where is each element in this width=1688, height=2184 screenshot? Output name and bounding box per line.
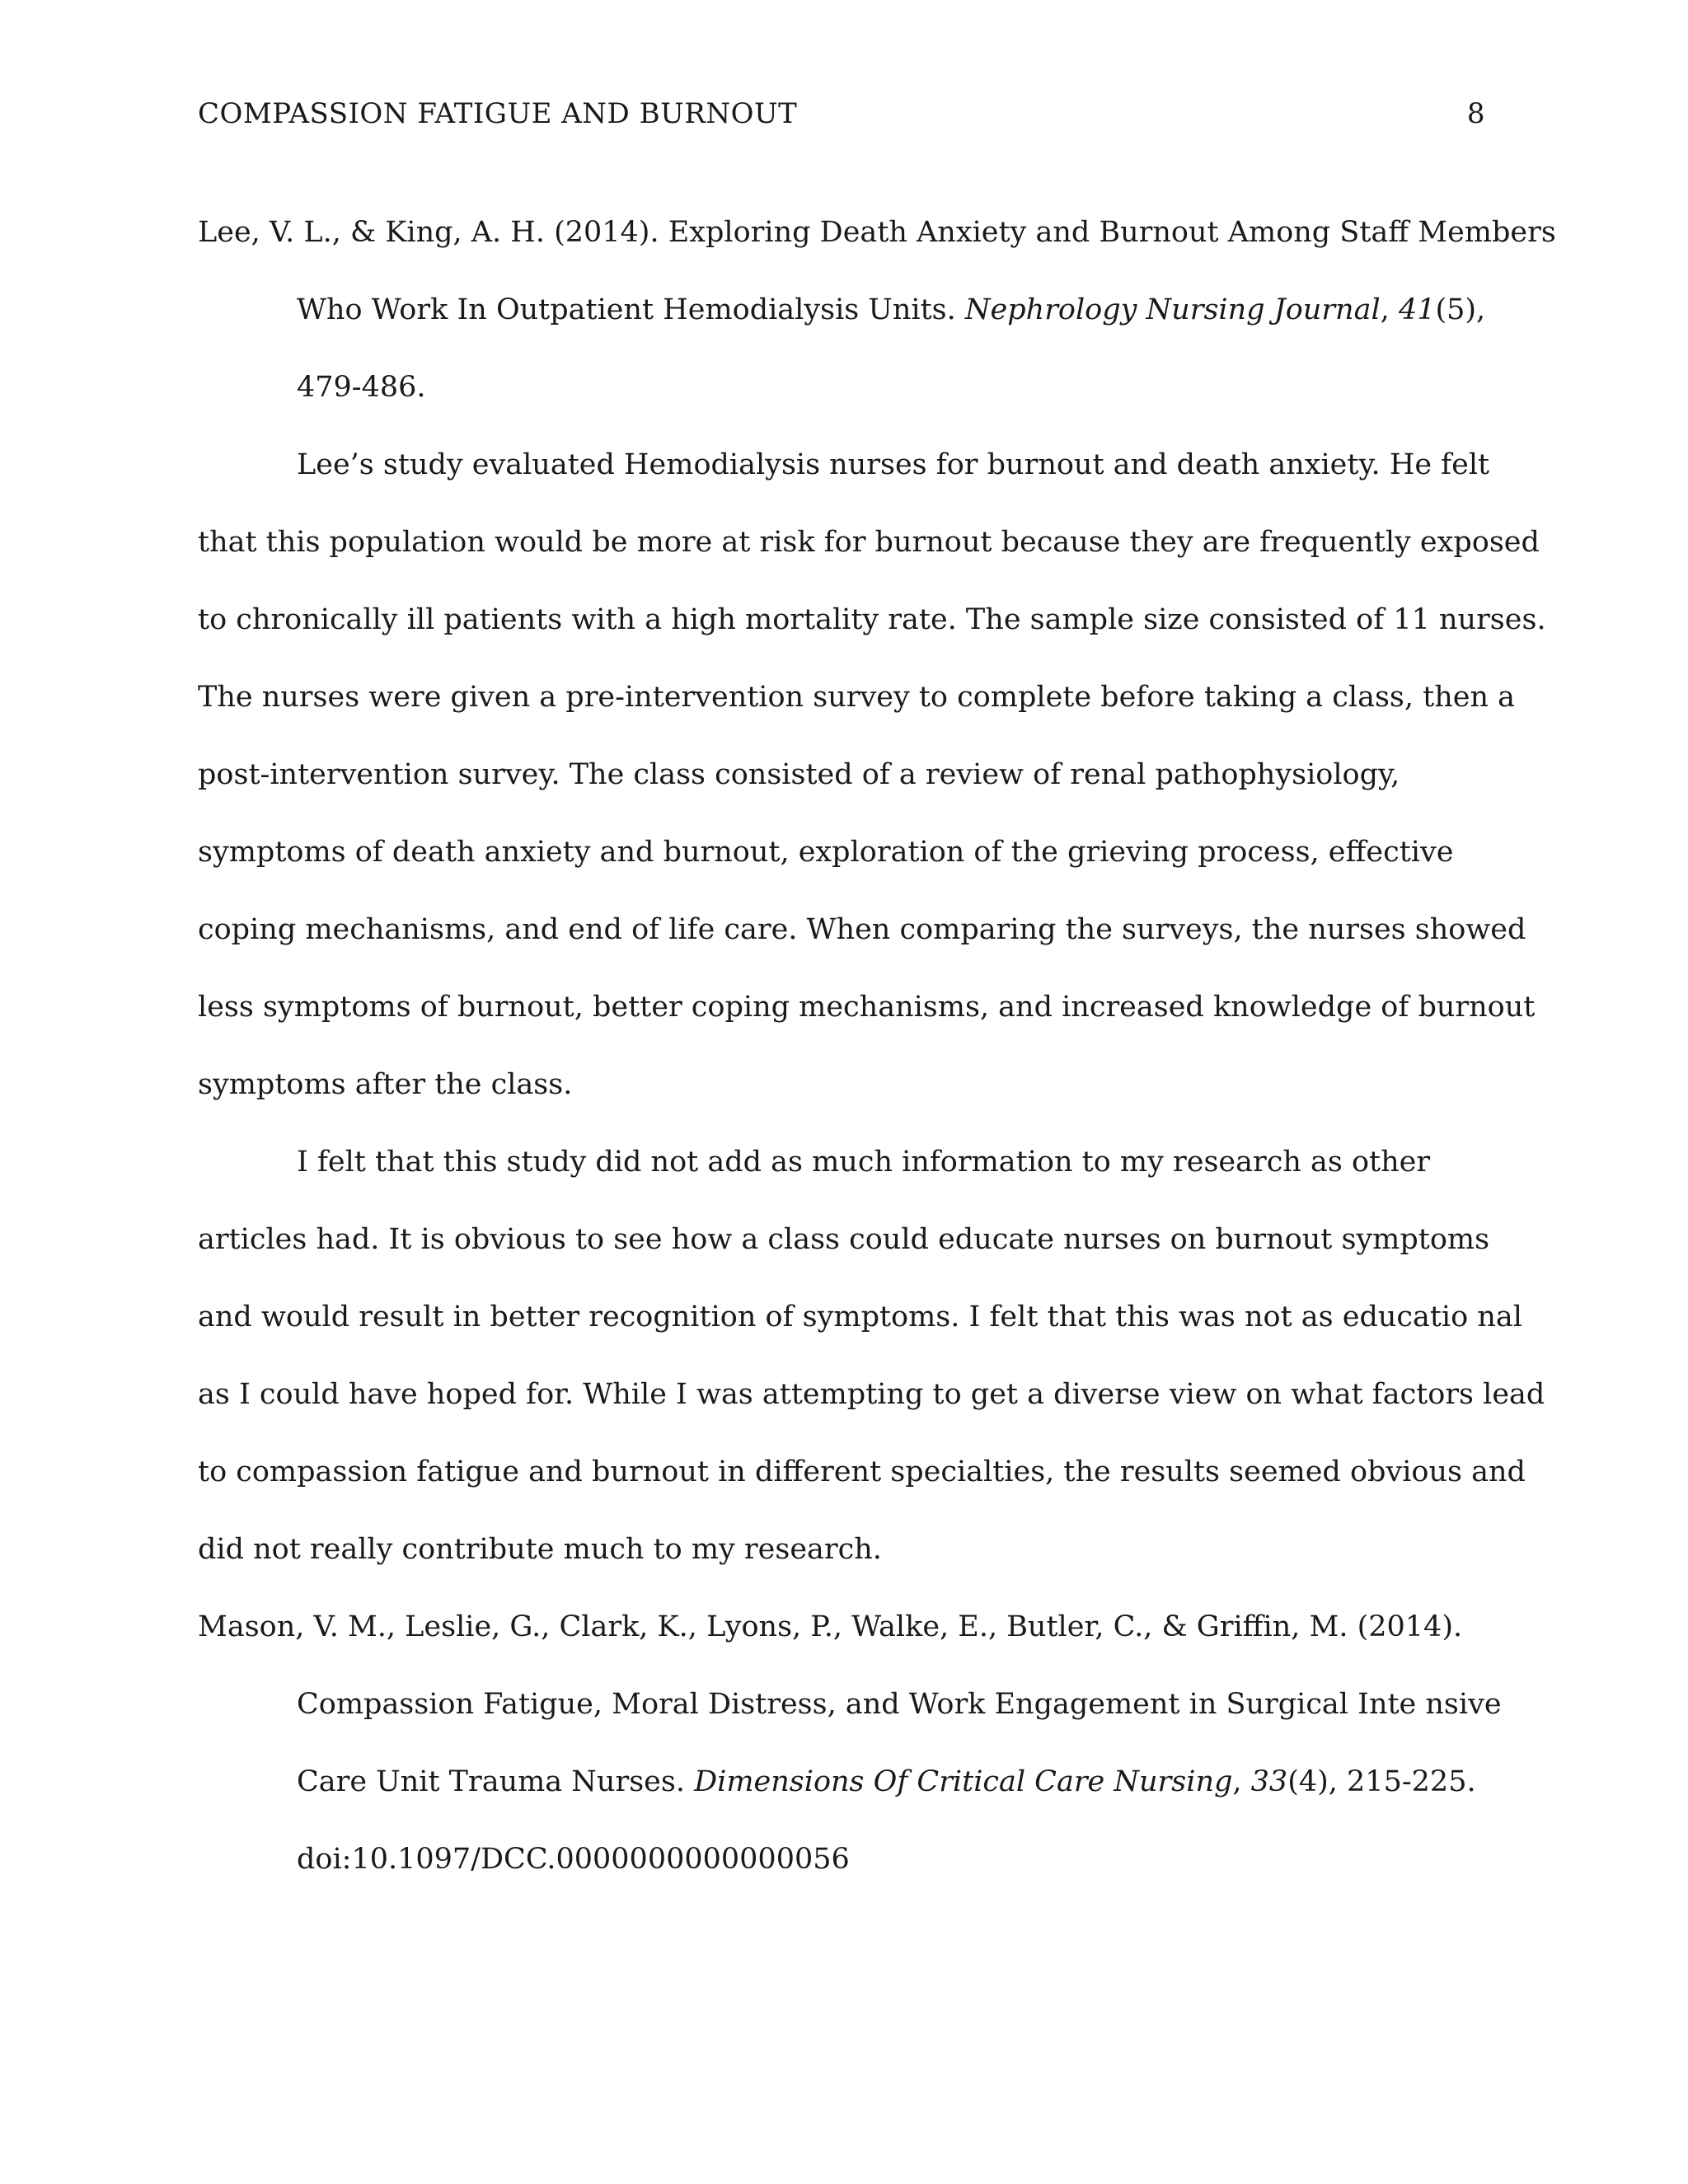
reference-line: Who Work In Outpatient Hemodialysis Units. Nephrology Nursing Journal, 41(5), [297,293,1486,326]
reference-line: 479-486. [297,371,426,404]
paragraph-line: symptoms after the class. [198,1068,573,1101]
reference-line: Lee, V. L., & King, A. H. (2014). Exploring Death Anxiety and Burnout Among Staff Members [198,216,1556,249]
reference-line: Care Unit Trauma Nurses. Dimensions Of Critical Care Nursing, 33(4), 215-225. [297,1765,1476,1798]
reference-lee-king [198,194,1556,426]
paragraph-line: that this population would be more at risk for burnout because they are frequently exposed [198,526,1540,559]
reference-mason-et-al [198,1588,1502,1898]
paragraph-line: to compassion fatigue and burnout in different specialties, the results seemed obvious and [198,1455,1526,1488]
paragraph-line: less symptoms of burnout, better coping mechanisms, and increased knowledge of burnout [198,991,1536,1024]
page-number: 8 [1466,97,1485,130]
reference-doi: doi:10.1097/DCC.0000000000000056 [297,1843,850,1876]
running-head: COMPASSION FATIGUE AND BURNOUT [198,97,798,130]
summary-paragraph [198,426,1546,1123]
reference-line: Compassion Fatigue, Moral Distress, and Work Engagement in Surgical Inte nsive [297,1688,1502,1721]
paragraph-line: Lee’s study evaluated Hemodialysis nurses for burnout and death anxiety. He felt [297,448,1490,481]
reflection-paragraph [198,1123,1545,1588]
journal-title: Nephrology Nursing Journal [964,293,1381,326]
journal-volume: 33 [1250,1765,1288,1798]
page-header [198,97,1485,138]
paragraph-line: to chronically ill patients with a high mortality rate. The sample size consisted of 11 nurses. [198,603,1546,636]
paragraph-line: did not really contribute much to my research. [198,1533,882,1566]
document-body [198,194,1556,1898]
reference-line: Mason, V. M., Leslie, G., Clark, K., Lyons, P., Walke, E., Butler, C., & Griffin, M. (2014). [198,1610,1463,1643]
journal-volume: 41 [1398,293,1436,326]
paragraph-line: post-intervention survey. The class consisted of a review of renal pathophysiology, [198,758,1400,791]
paragraph-line: articles had. It is obvious to see how a class could educate nurses on burnout symptoms [198,1223,1490,1256]
paragraph-line: and would result in better recognition of symptoms. I felt that this was not as educatio nal [198,1301,1522,1333]
paragraph-line: The nurses were given a pre-intervention survey to complete before taking a class, then a [198,681,1515,714]
paragraph-line: coping mechanisms, and end of life care. When comparing the surveys, the nurses showed [198,913,1526,946]
journal-title: Dimensions Of Critical Care Nursing [694,1765,1233,1798]
paragraph-line: symptoms of death anxiety and burnout, exploration of the grieving process, effective [198,836,1454,869]
paragraph-line: I felt that this study did not add as much information to my research as other [297,1146,1431,1179]
paragraph-line: as I could have hoped for. While I was attempting to get a diverse view on what factors lead [198,1378,1545,1411]
